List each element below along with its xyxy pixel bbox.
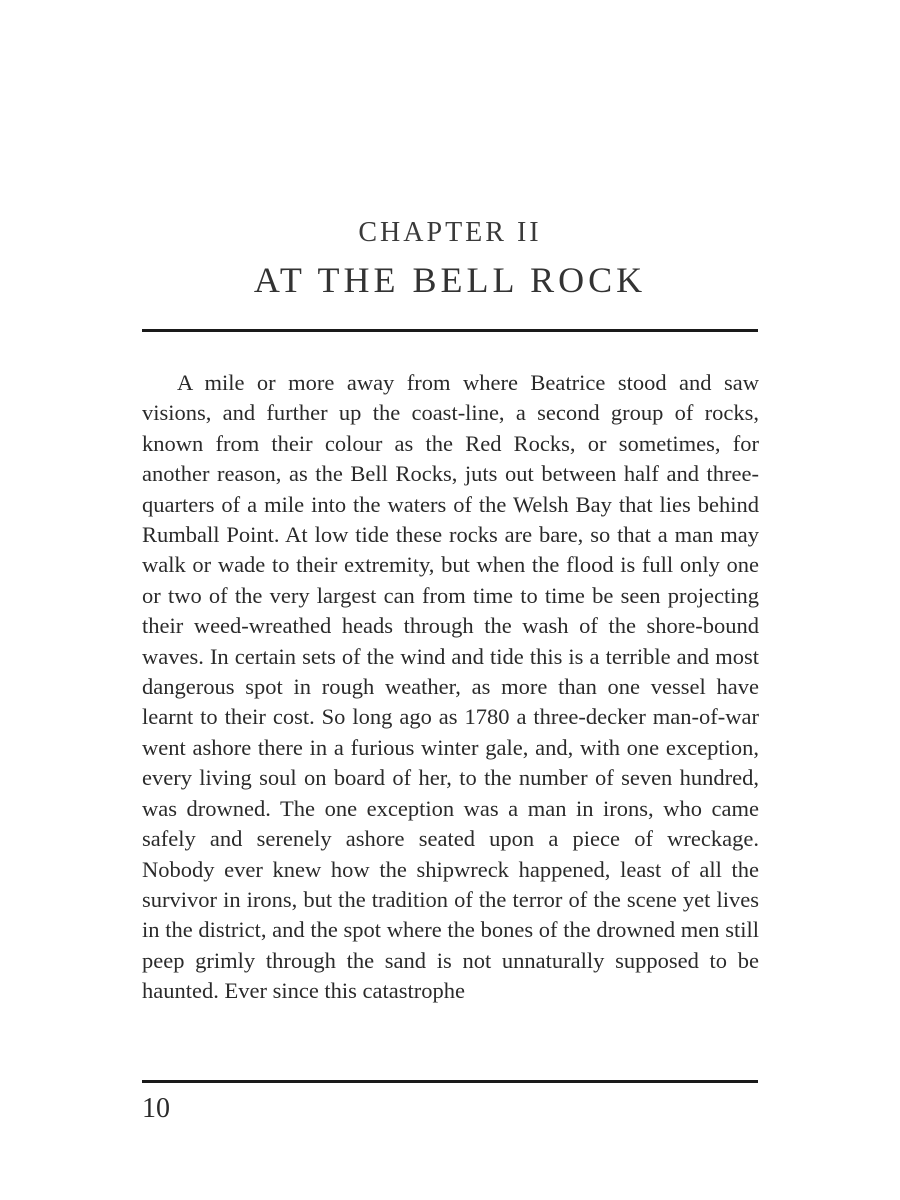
chapter-number: CHAPTER II xyxy=(358,217,542,248)
chapter-title: AT THE BELL ROCK xyxy=(253,260,647,300)
body-paragraph: A mile or more away from where Beatrice stood and saw visions, and further up the coast-line, a second group of rocks, known from their colour as the Red Rocks, or sometimes, for another reason, as the Bell Rocks, juts out between half and three-quarters of a mile into the waters of the Welsh Bay that lies behind Rumball Point. At low tide these rocks are bare, so that a man may walk or wade to their extremity, but when the flood is full only one or two of the very largest can from time to time be seen projecting their weed-wreathed heads through the wash of the shore-bound waves. In certain sets of the wind and tide this is a terrible and most dangerous spot in rough weather, as more than one vessel have learnt to their cost. So long ago as 1780 a three-decker man-of-war went ashore there in a furious winter gale, and, with one exception, every living soul on board of her, to the number of seven hundred, was drowned. The one exception was a man in irons, who came safely and serenely ashore seated upon a piece of wreckage. Nobody ever knew how the shipwreck happened, least of all the survivor in irons, but the tradition of the terror of the scene yet lives in the district, and the spot where the bones of the drowned men still peep grimly through the sand is not unnaturally supposed to be haunted. Ever since this catastrophe xyxy=(142,370,759,1004)
page-number: 10 xyxy=(142,1093,170,1124)
bottom-divider xyxy=(142,1080,758,1083)
top-divider xyxy=(142,329,758,332)
